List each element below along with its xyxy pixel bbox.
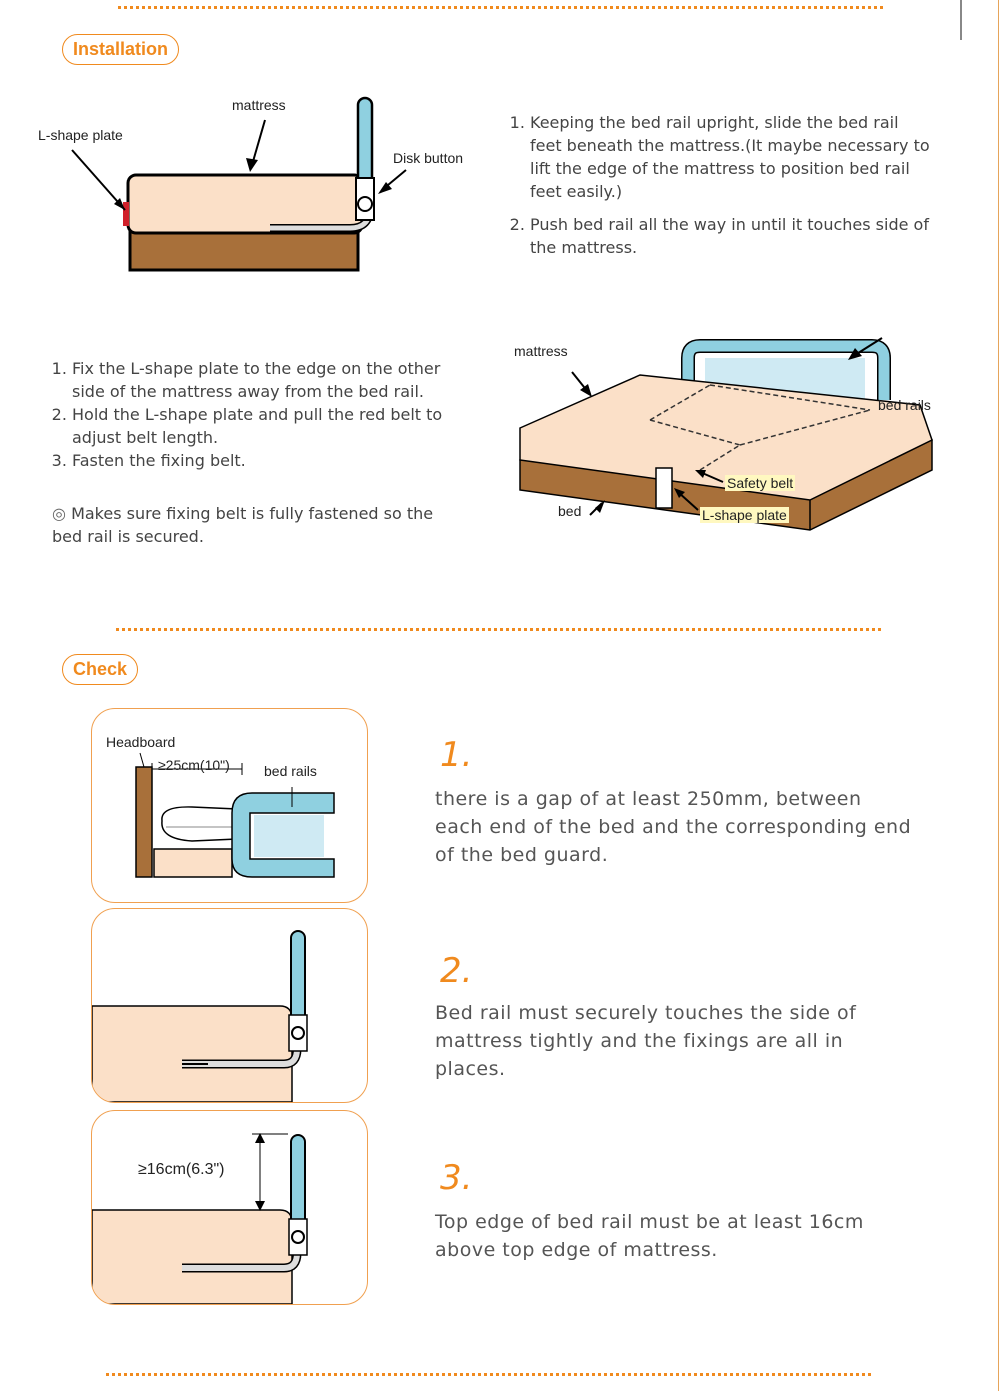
rail-touch-diagram xyxy=(92,909,367,1102)
step-left-2: 2. Hold the L-shape plate and pull the red belt to adjust belt length. xyxy=(72,403,462,449)
label-height: ≥16cm(6.3") xyxy=(138,1161,225,1178)
steps-left xyxy=(52,357,462,472)
step-right-2: 2. Push bed rail all the way in until it touches side of the mattress. xyxy=(530,213,930,259)
divider-bottom xyxy=(106,1373,871,1376)
check-text-2: Bed rail must securely touches the side of mattress tightly and the fixings are all in places. xyxy=(435,1002,857,1080)
scroll-indicator xyxy=(960,0,962,40)
label-mattress-2: mattress xyxy=(514,343,568,359)
check-card-1 xyxy=(91,708,368,903)
install-diagram-iso xyxy=(510,330,950,560)
steps-right xyxy=(510,111,930,259)
divider-middle xyxy=(116,628,881,631)
check-card-3 xyxy=(91,1110,368,1305)
label-safety-belt: Safety belt xyxy=(727,475,794,491)
check-number-3: 3. xyxy=(440,1158,473,1198)
step-right-1: 1. Keeping the bed rail upright, slide the bed rail feet beneath the mattress.(It maybe necessary to lift the edge of the mattress to position bed rail feet easily.) xyxy=(530,111,930,203)
install-diagram-side xyxy=(30,90,490,290)
label-gap: ≥25cm(10") xyxy=(158,757,230,773)
label-bed-rails-2: bed rails xyxy=(878,397,931,413)
note-circle-icon: ◎ xyxy=(52,504,66,523)
check-card-2 xyxy=(91,908,368,1103)
check-title: Check xyxy=(62,654,138,685)
label-disk-button: Disk button xyxy=(393,150,464,166)
step-left-1: 1. Fix the L-shape plate to the edge on the other side of the mattress away from the bed rail. xyxy=(72,357,462,403)
step-left-3: 3. Fasten the fixing belt. xyxy=(72,449,462,472)
check-text-1: there is a gap of at least 250mm, between each end of the bed and the corresponding end of the bed guard. xyxy=(435,788,912,866)
note-text: Makes sure fixing belt is fully fastened so the bed rail is secured. xyxy=(52,504,434,546)
fastening-note xyxy=(52,502,452,548)
check-text-3: Top edge of bed rail must be at least 16cm above top edge of mattress. xyxy=(435,1211,864,1261)
label-lshape-2: L-shape plate xyxy=(702,507,787,523)
label-mattress-1: mattress xyxy=(232,97,286,113)
label-lshape-1: L-shape plate xyxy=(38,127,123,143)
label-bed-rails-check: bed rails xyxy=(264,763,317,779)
rail-height-diagram xyxy=(92,1111,367,1304)
label-headboard: Headboard xyxy=(106,734,176,750)
label-bed: bed xyxy=(558,503,582,519)
check-number-2: 2. xyxy=(440,951,473,991)
check-number-1: 1. xyxy=(440,735,473,775)
installation-title: Installation xyxy=(62,34,179,65)
divider-top xyxy=(118,6,883,9)
